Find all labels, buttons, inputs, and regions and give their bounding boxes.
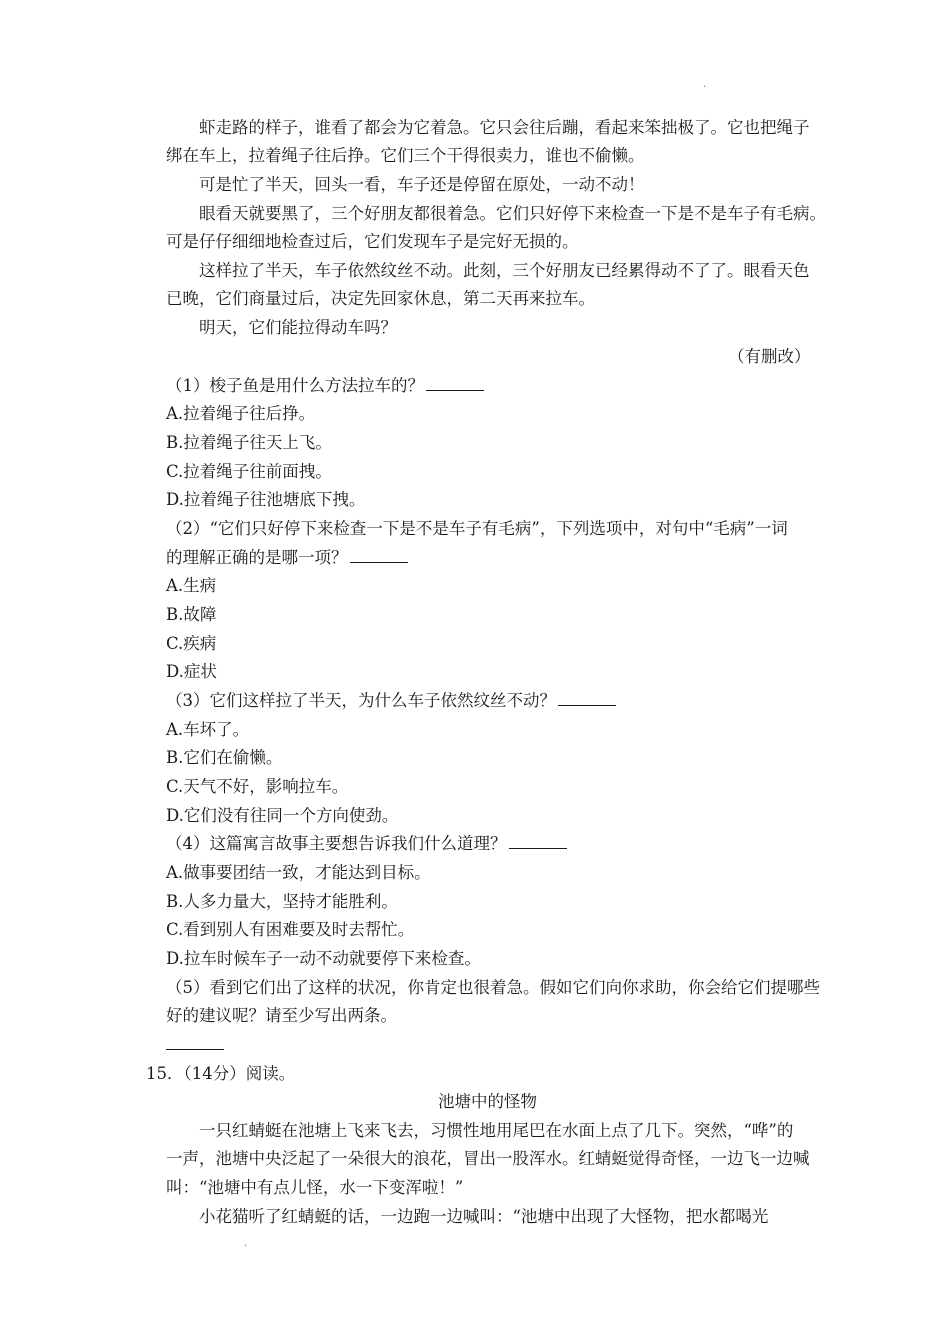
scan-mark-bottom: ·: [244, 1241, 248, 1252]
passage-line: 已晚，它们商量过后，决定先回家休息，第二天再来拉车。: [166, 289, 595, 308]
passage-line: 虾走路的样子，谁看了都会为它着急。它只会往后蹦，看起来笨拙极了。它也把绳子: [199, 118, 810, 137]
scan-mark-top: ·: [703, 82, 707, 93]
passage-line: 眼看天就要黑了，三个好朋友都很着急。它们只好停下来检查一下是不是车子有毛病。: [199, 204, 826, 223]
option-d: D.症状: [166, 662, 217, 681]
question-5-answer-line: [166, 1034, 224, 1056]
passage-line: 一只红蜻蜓在池塘上飞来飞去，习惯性地用尾巴在水面上点了几下。突然，“哗”的: [199, 1121, 794, 1140]
question-1-stem: [166, 375, 484, 397]
option-c: C.疾病: [166, 634, 217, 653]
option-d: D.拉车时候车子一动不动就要停下来检查。: [166, 949, 481, 968]
question-3-stem: [166, 690, 616, 712]
question-stem-text: 的理解正确的是哪一项？: [166, 548, 348, 567]
question-stem-text: （1）梭子鱼是用什么方法拉车的？: [166, 376, 424, 395]
answer-blank[interactable]: [558, 691, 616, 706]
passage-line: 一声，池塘中央泛起了一朵很大的浪花，冒出一股浑水。红蜻蜓觉得奇怪，一边飞一边喊: [166, 1149, 810, 1168]
option-c: C.拉着绳子往前面拽。: [166, 462, 332, 481]
passage-line: 小花猫听了红蜻蜓的话，一边跑一边喊叫：“池塘中出现了大怪物，把水都喝光: [199, 1207, 769, 1226]
passage-line: 可是忙了半天，回头一看，车子还是停留在原处，一动不动！: [199, 175, 645, 194]
passage-line: 可是仔仔细细地检查过后，它们发现车子是完好无损的。: [166, 232, 579, 251]
option-a: A.车坏了。: [166, 720, 250, 739]
option-a: A.生病: [166, 576, 217, 595]
question-5-stem-line2: 好的建议呢？请至少写出两条。: [166, 1006, 397, 1025]
option-a: A.做事要团结一致，才能达到目标。: [166, 863, 431, 882]
source-note: （有删改）: [728, 347, 811, 366]
option-c: C.天气不好，影响拉车。: [166, 777, 349, 796]
option-b: B.故障: [166, 605, 217, 624]
question-stem-text: （4）这篇寓言故事主要想告诉我们什么道理？: [166, 834, 507, 853]
answer-blank[interactable]: [426, 376, 484, 391]
option-a: A.拉着绳子往后挣。: [166, 404, 316, 423]
passage-line: 叫：“池塘中有点儿怪，水一下变浑啦！”: [166, 1178, 464, 1197]
answer-blank[interactable]: [509, 834, 567, 849]
option-c: C.看到别人有困难要及时去帮忙。: [166, 920, 415, 939]
section-15-header: 15．（14分）阅读。: [146, 1064, 296, 1083]
option-b: B.人多力量大，坚持才能胜利。: [166, 892, 398, 911]
section-15-title: 池塘中的怪物: [438, 1092, 537, 1111]
question-2-stem-line1: （2）“它们只好停下来检查一下是不是车子有毛病”，下列选项中，对句中“毛病”一词: [166, 519, 788, 538]
question-4-stem: [166, 833, 567, 855]
answer-blank[interactable]: [350, 548, 408, 563]
option-b: B.它们在偷懒。: [166, 748, 283, 767]
question-2-stem-line2: [166, 547, 408, 569]
passage-line: 这样拉了半天，车子依然纹丝不动。此刻，三个好朋友已经累得动不了了。眼看天色: [199, 261, 810, 280]
passage-line: 明天，它们能拉得动车吗？: [199, 318, 397, 337]
option-d: D.它们没有往同一个方向使劲。: [166, 806, 399, 825]
answer-blank[interactable]: [166, 1035, 224, 1050]
passage-line: 绑在车上，拉着绳子往后挣。它们三个干得很卖力，谁也不偷懒。: [166, 146, 645, 165]
option-d: D.拉着绳子往池塘底下拽。: [166, 490, 366, 509]
question-stem-text: （3）它们这样拉了半天，为什么车子依然纹丝不动？: [166, 691, 556, 710]
option-b: B.拉着绳子往天上飞。: [166, 433, 332, 452]
question-5-stem-line1: （5）看到它们出了这样的状况，你肯定也很着急。假如它们向你求助，你会给它们提哪些: [166, 978, 820, 997]
